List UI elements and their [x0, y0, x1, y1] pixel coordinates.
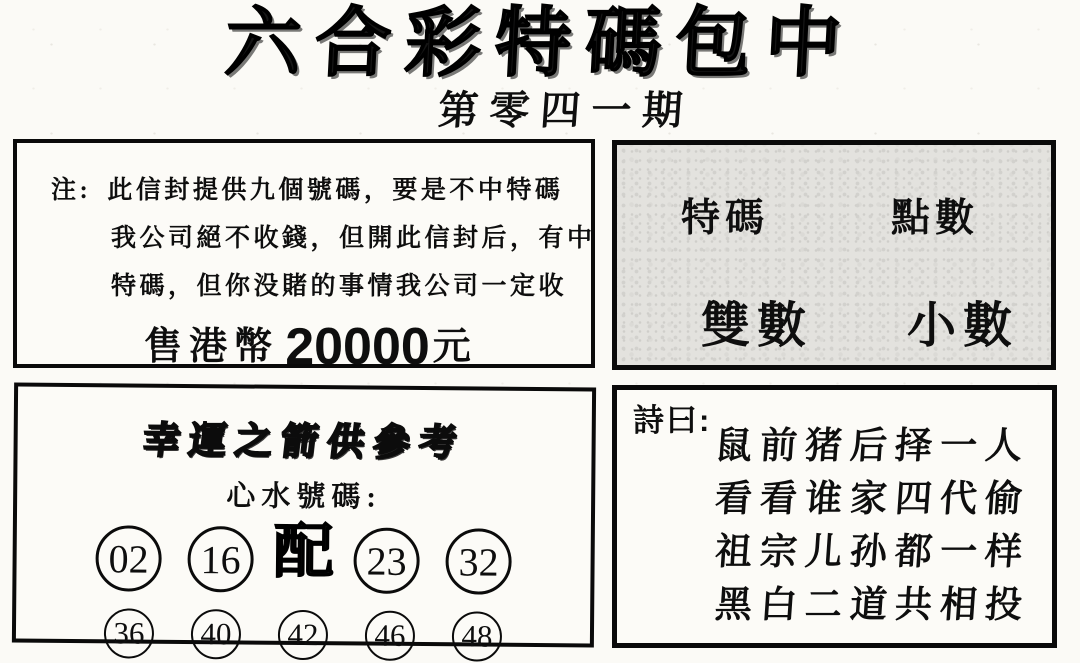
- number-circle: 48: [452, 611, 502, 661]
- price-line: [51, 315, 571, 377]
- note-label: 注:: [51, 177, 92, 204]
- category-row-top: [681, 187, 1051, 243]
- note-text-3: 特碼，但你没賭的事情我公司一定收: [111, 273, 568, 300]
- lucky-subheading: 心水號碼:: [226, 480, 383, 514]
- poem-lines: [701, 420, 1044, 632]
- pair-word: 配: [273, 518, 334, 586]
- note-line: [51, 167, 571, 215]
- note-text-2: 我公司絕不收錢，但開此信封后，有中: [111, 225, 596, 252]
- number-circle: 40: [191, 609, 241, 659]
- number-circle: 23: [353, 527, 420, 594]
- category-box: [612, 140, 1056, 370]
- page-title: 六合彩特碼包中: [222, 2, 858, 86]
- category-points: 點數: [891, 197, 980, 240]
- number-circle: 36: [104, 608, 154, 658]
- lucky-numbers-box: [12, 382, 596, 654]
- number-circle: 46: [365, 611, 415, 661]
- poem-line: 祖宗儿孙都一样: [713, 532, 1032, 573]
- category-small: 小數: [907, 298, 1020, 353]
- number-circle: 16: [187, 526, 254, 593]
- note-box: [13, 139, 596, 376]
- price-suffix: 元: [432, 326, 478, 368]
- number-circle: 02: [95, 525, 162, 592]
- poem-box: [612, 385, 1057, 648]
- price-prefix: 售港幣: [144, 326, 280, 368]
- number-row-2: [16, 607, 590, 662]
- price-value: 20000: [285, 318, 430, 376]
- lucky-heading: 幸運之箭供參考: [140, 420, 468, 465]
- flyer-header: [0, 0, 1080, 136]
- issue-number: 第零四一期: [436, 88, 695, 134]
- poem-label: 詩曰:: [633, 403, 712, 438]
- poem-line: 鼠前猪后择一人: [713, 426, 1032, 467]
- number-circle: 42: [278, 610, 328, 660]
- poem-line: 黑白二道共相投: [713, 585, 1032, 626]
- number-row-1: [16, 518, 591, 595]
- category-special-code: 特碼: [681, 197, 770, 240]
- category-even: 雙數: [701, 298, 814, 353]
- category-row-bottom: [701, 287, 1051, 357]
- number-circle: 32: [445, 528, 512, 595]
- poem-line: 看看谁家四代偷: [713, 479, 1032, 520]
- note-text-1: 此信封提供九個號碼，要是不中特碼: [107, 177, 564, 204]
